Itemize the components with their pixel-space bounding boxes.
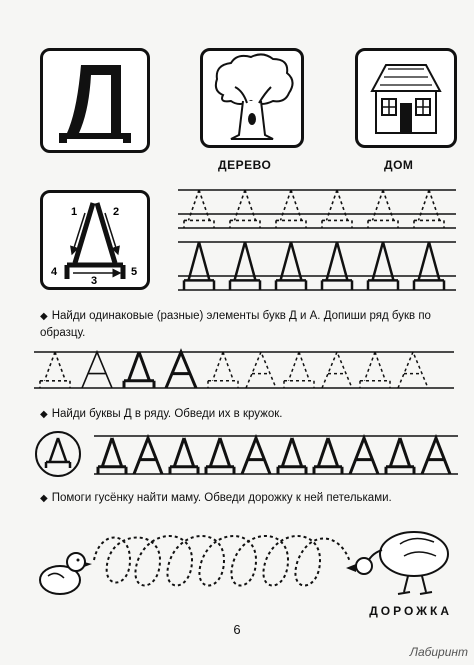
duckling-icon <box>40 553 92 594</box>
stroke-number-1: 1 <box>71 206 78 218</box>
house-icon <box>358 51 454 145</box>
solid-d-letter <box>368 242 398 290</box>
diamond-bullet-icon: ◆ <box>40 493 48 504</box>
dashed-d-letter[interactable] <box>276 190 306 228</box>
find-letters[interactable] <box>46 438 450 474</box>
practice-lines-da <box>34 346 454 396</box>
letter-card <box>40 48 150 153</box>
sample-a-letter <box>166 352 196 388</box>
stroke-number-4: 4 <box>51 266 58 278</box>
solid-d-letter <box>414 242 444 290</box>
duck-path-scene <box>30 520 460 612</box>
dashed-d-letter[interactable] <box>322 190 352 228</box>
letter-d-glyph <box>43 51 147 150</box>
practice-lines-d <box>178 184 456 296</box>
solid-d-letter <box>322 242 352 290</box>
dashed-d-letter[interactable] <box>184 190 214 228</box>
trace-letter[interactable] <box>360 352 390 388</box>
watermark: Лабиринт <box>409 645 468 659</box>
dashed-d-letter[interactable] <box>230 190 260 228</box>
house-caption: ДОМ <box>384 158 414 172</box>
find-letters-row <box>34 428 458 484</box>
stroke-number-5: 5 <box>131 266 138 278</box>
solid-d-letter <box>276 242 306 290</box>
find-d-letter[interactable] <box>170 438 198 474</box>
find-d-letter[interactable] <box>314 438 342 474</box>
find-a-letter[interactable] <box>350 438 378 474</box>
trace-letter[interactable] <box>246 352 276 388</box>
find-a-letter[interactable] <box>242 438 270 474</box>
task-1-text: ◆ Найди одинаковые (разные) элементы букв Д и А. Допиши ряд букв по образцу. <box>40 310 431 339</box>
loop-path[interactable] <box>94 536 350 586</box>
da-sample-letters[interactable] <box>40 352 428 388</box>
task-2-text: ◆ Найди буквы Д в ряду. Обведи их в кружок. <box>40 408 283 420</box>
trace-letter[interactable] <box>284 352 314 388</box>
find-d-letter[interactable] <box>386 438 414 474</box>
page-number: 6 <box>233 622 241 637</box>
solid-d-traces <box>184 242 444 290</box>
circled-d-letter <box>46 438 70 468</box>
task-3-text: ◆ Помоги гусёнку найти маму. Обведи дорожку к ней петельками. <box>40 492 392 504</box>
solid-d-letter <box>184 242 214 290</box>
house-card <box>355 48 457 148</box>
find-a-letter[interactable] <box>422 438 450 474</box>
dashed-d-traces[interactable] <box>184 190 444 228</box>
tree-card <box>200 48 304 148</box>
solid-d-letter <box>230 242 260 290</box>
stroke-order-diagram <box>43 193 147 287</box>
dashed-d-letter[interactable] <box>414 190 444 228</box>
sample-d-letter <box>124 352 154 388</box>
goose-icon <box>346 532 448 594</box>
trace-letter[interactable] <box>398 352 428 388</box>
diamond-bullet-icon: ◆ <box>40 409 48 420</box>
find-d-letter[interactable] <box>278 438 306 474</box>
trace-letter[interactable] <box>322 352 352 388</box>
sample-d-letter <box>40 352 70 388</box>
tree-caption: ДЕРЕВО <box>218 158 272 172</box>
stroke-number-2: 2 <box>113 206 120 218</box>
stroke-number-3: 3 <box>91 275 98 287</box>
sample-a-letter <box>82 352 112 388</box>
find-d-letter[interactable] <box>206 438 234 474</box>
trace-letter[interactable] <box>208 352 238 388</box>
diamond-bullet-icon: ◆ <box>40 311 48 322</box>
stroke-order-card <box>40 190 150 290</box>
dashed-d-letter[interactable] <box>368 190 398 228</box>
path-word-label: ДОРОЖКА <box>369 604 452 618</box>
find-d-letter[interactable] <box>98 438 126 474</box>
find-a-letter[interactable] <box>134 438 162 474</box>
tree-icon <box>203 51 301 145</box>
